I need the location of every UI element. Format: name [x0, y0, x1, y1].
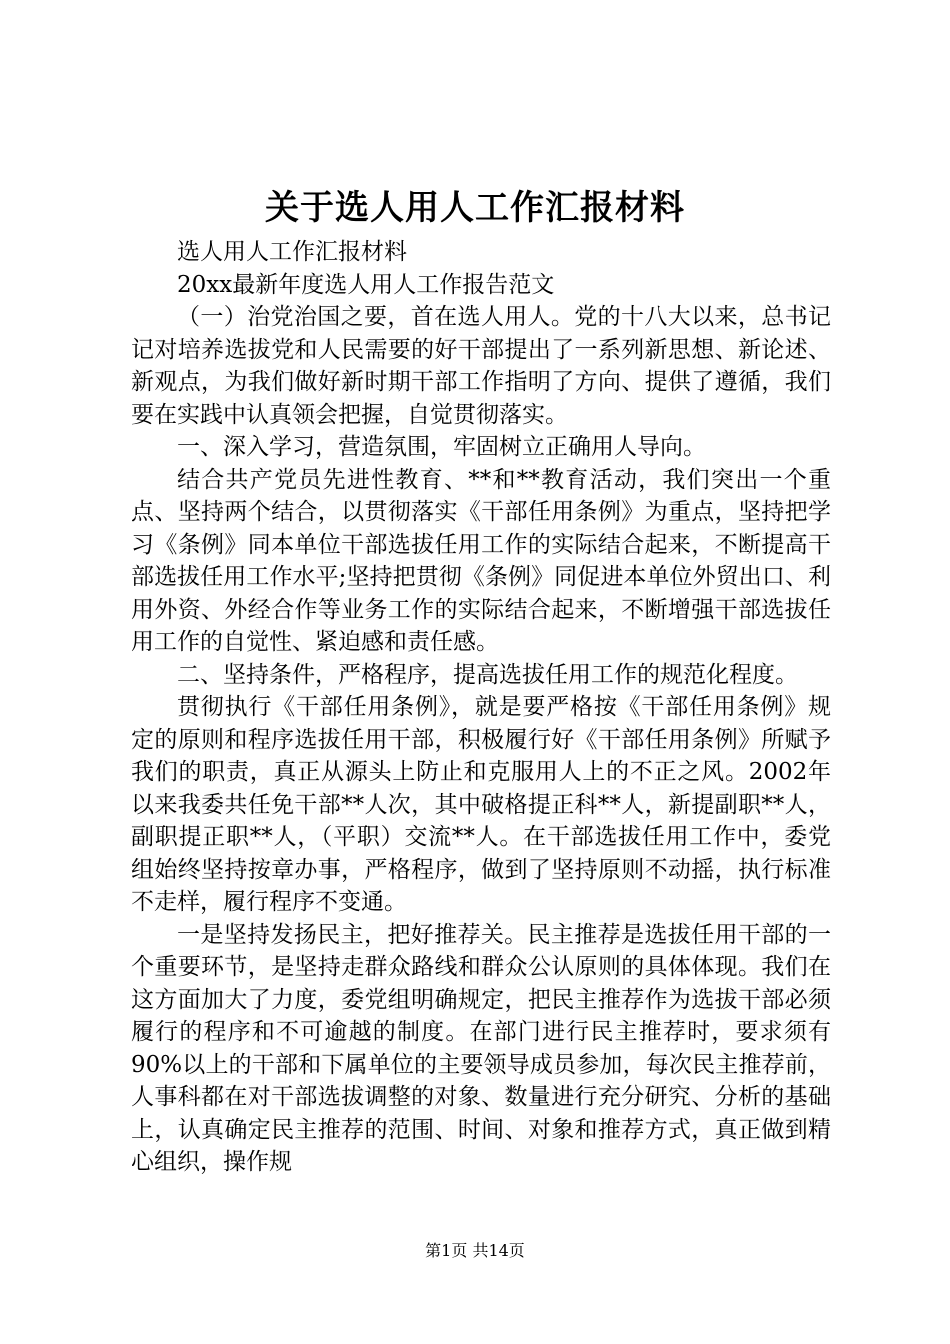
paragraph: 20xx最新年度选人用人工作报告范文	[177, 271, 555, 298]
paragraph: （一）治党治国之要，首在选人用人。党的十八大以来，总书记记对培养选拔党和人民需要的好干部提出了一系列新思想、新论述、新观点，为我们做好新时期干部工作指明了方向、提供了遵循，我们要在实践中认真领会把握，自觉贯彻落实。	[131, 304, 831, 428]
paragraph: 结合共产党员先进性教育、**和**教育活动，我们突出一个重点、坚持两个结合，以贯彻落实《干部任用条例》为重点，坚持把学习《条例》同本单位干部选拔任用工作的实际结合起来，不断提高干部选拔任用工作水平;坚持把贯彻《条例》同促进本单位外贸出口、利用外资、外经合作等业务工作的实际结合起来，不断增强干部选拔任用工作的自觉性、紧迫感和责任感。	[131, 466, 831, 655]
document-title: 关于选人用人工作汇报材料	[265, 188, 685, 228]
paragraph: 选人用人工作汇报材料	[177, 239, 407, 265]
paragraph: 一、深入学习，营造氛围，牢固树立正确用人导向。	[177, 434, 706, 460]
document-body	[131, 236, 831, 1179]
paragraph: 贯彻执行《干部任用条例》，就是要严格按《干部任用条例》规定的原则和程序选拔任用干部，积极履行好《干部任用条例》所赋予我们的职责，真正从源头上防止和克服用人上的不正之风。2002年以来我委共任免干部**人次，其中破格提正科**人，新提副职**人，副职提正职**人，（平职）交流**人。在干部选拔任用工作中，委党组始终坚持按章办事，严格程序，做到了坚持原则不动摇，执行标准不走样，履行程序不变通。	[131, 694, 831, 915]
paragraph: 二、坚持条件，严格程序，提高选拔任用工作的规范化程度。	[177, 661, 798, 688]
page-footer: 第1页 共14页	[425, 1241, 525, 1260]
paragraph: 一是坚持发扬民主，把好推荐关。民主推荐是选拔任用干部的一个重要环节，是坚持走群众路线和群众公认原则的具体体现。我们在这方面加大了力度，委党组明确规定，把民主推荐作为选拔干部必须履行的程序和不可逾越的制度。在部门进行民主推荐时，要求须有90%以上的干部和下属单位的主要领导成员参加，每次民主推荐前，人事科都在对干部选拔调整的对象、数量进行充分研究、分析的基础上，认真确定民主推荐的范围、时间、对象和推荐方式，真正做到精心组织，操作规	[131, 921, 831, 1175]
